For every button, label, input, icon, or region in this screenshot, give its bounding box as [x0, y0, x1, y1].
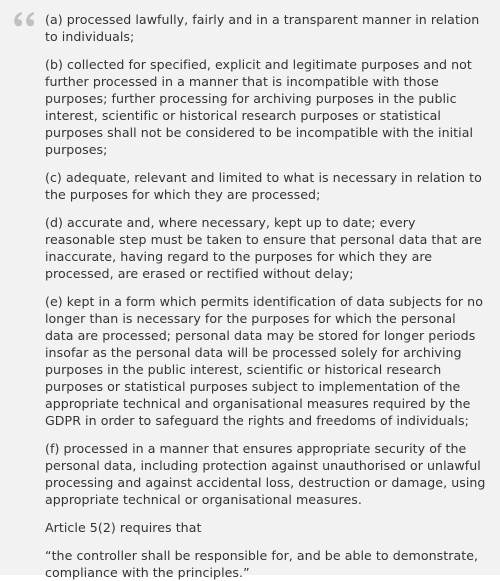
paragraph-c: (c) adequate, relevant and limited to what is necessary in relation to the purposes for which they are processed;: [45, 170, 482, 202]
paragraph-b: (b) collected for specified, explicit and legitimate purposes and not further processed in a manner that is incompatible with those purposes; further processing for archiving purposes in the public interest, scientific or historical research purposes or statistical purposes shall not be considered to be incompatible with the initial purposes;: [45, 57, 474, 157]
paragraph-f: (f) processed in a manner that ensures appropriate security of the personal data, including protection against unauthorised or unlawful processing and against accidental loss, destruction or damage, using appropriate technical or organisational measures.: [45, 441, 486, 507]
article-reference: Article 5(2) requires that: [45, 520, 202, 535]
paragraph-e: (e) kept in a form which permits identification of data subjects for no longer than is necessary for the purposes for which the personal data are processed; personal data may be stored for longer periods insofar as the personal data will be processed solely for archiving purposes in the public interest, scientific or historical research purposes or statistical purposes subject to implementation of the appropriate technical and organisational measures required by the GDPR in order to safeguard the rights and freedoms of individuals;: [45, 294, 483, 428]
paragraph-d: (d) accurate and, where necessary, kept up to date; every reasonable step must be taken to ensure that personal data that are inaccurate, having regard to the purposes for which they are processed, are erased or rectified without delay;: [45, 215, 482, 281]
quote-mark-icon: [11, 8, 37, 30]
paragraph-a: (a) processed lawfully, fairly and in a transparent manner in relation to individuals;: [45, 12, 480, 44]
closing-quote: “the controller shall be responsible for, and be able to demonstrate, compliance with the principles.”: [45, 548, 479, 580]
